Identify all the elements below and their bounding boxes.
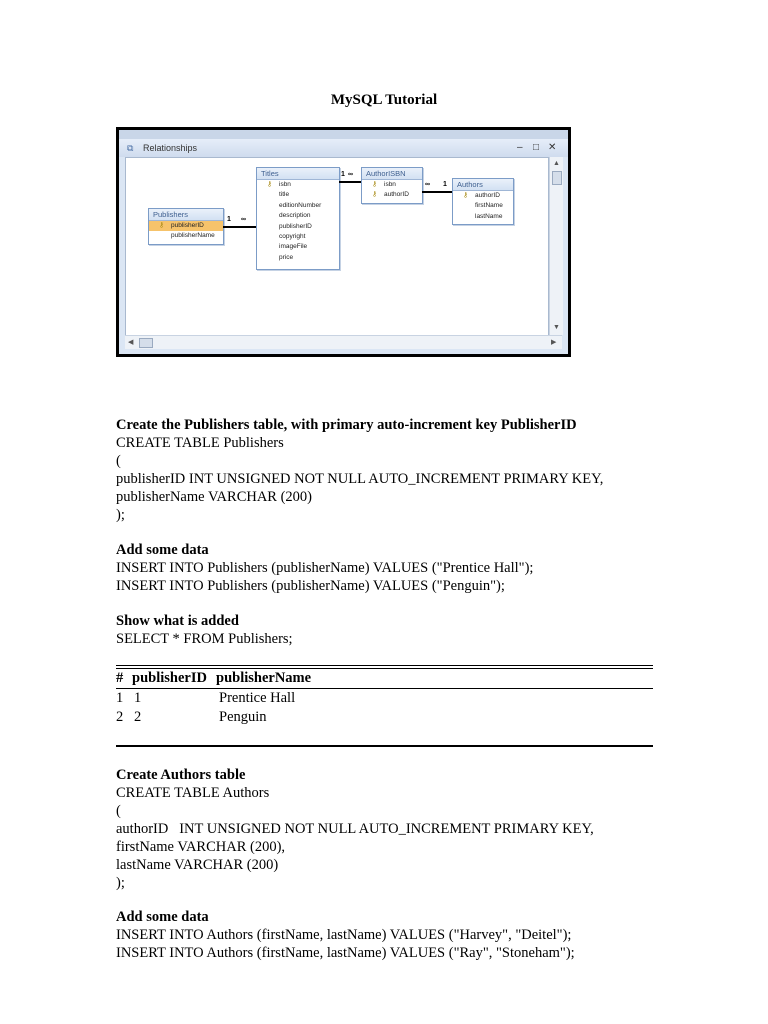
table-bottom-rule [116,745,653,747]
many-label: ∞ [425,181,430,188]
close-icon[interactable]: ✕ [548,142,557,153]
result-cell: 1 [134,690,142,706]
section-heading: Add some data [116,909,209,925]
field-row: firstName [475,202,503,210]
table-authors[interactable] [452,178,514,225]
code-line: INSERT INTO Publishers (publisherName) VALUES ("Prentice Hall"); [116,560,534,576]
key-icon: ⚷ [267,181,273,188]
one-label: 1 [443,181,447,188]
scroll-up-icon[interactable]: ▲ [553,159,560,167]
code-line: publisherID INT UNSIGNED NOT NULL AUTO_INCREMENT PRIMARY KEY, [116,471,604,487]
table-header-rule [116,688,653,689]
window-titlebar [119,139,568,157]
field-row: ⚷ isbn [257,180,339,190]
field-row: ⚷ authorID [453,191,513,201]
table-authorisbn[interactable] [361,167,423,204]
field-row: ⚷ isbn [362,180,422,190]
section-heading: Create the Publishers table, with primary auto-increment key PublisherID [116,417,577,433]
code-line: ); [116,875,125,891]
code-line: publisherName VARCHAR (200) [116,489,313,505]
minimize-icon[interactable]: – [517,142,523,153]
scroll-thumb[interactable] [139,338,153,348]
relation-line [223,226,256,228]
scroll-down-icon[interactable]: ▼ [553,323,560,331]
field-row: copyright [279,232,306,240]
field-row: publisherID [279,222,312,230]
one-label: 1 [227,216,231,223]
one-label: 1 [341,171,345,178]
key-icon: ⚷ [372,191,378,199]
relationships-icon: ⧉ [127,143,134,153]
table-header: Titles [257,168,339,180]
field-row: ⚷ publisherID [149,221,223,231]
field-row: lastName [475,212,503,220]
code-line: lastName VARCHAR (200) [116,857,279,873]
code-line: INSERT INTO Authors (firstName, lastName) VALUES ("Harvey", "Deitel"); [116,927,572,943]
code-line: CREATE TABLE Authors [116,785,270,801]
section-heading: Show what is added [116,613,239,629]
code-line: SELECT * FROM Publishers; [116,631,293,647]
result-header: # [116,670,124,686]
code-line: INSERT INTO Publishers (publisherName) VALUES ("Penguin"); [116,578,505,594]
field-row: imageFile [279,243,308,251]
field-row: editionNumber [279,201,322,209]
section-heading: Create Authors table [116,767,246,783]
key-icon: ⚷ [372,181,378,188]
relation-line [422,191,452,193]
key-icon: ⚷ [463,192,469,199]
section-heading: Add some data [116,542,209,558]
field-row: publisherName [171,232,215,240]
many-label: ∞ [348,171,353,178]
table-top-rule [116,668,653,669]
code-line: ( [116,453,121,469]
window-title: Relationships [143,143,198,153]
result-cell: 2 [116,709,124,725]
code-line: ); [116,507,125,523]
key-icon: ⚷ [159,222,165,229]
table-header: AuthorISBN [362,168,422,180]
many-label: ∞ [241,216,246,223]
relationships-canvas [125,157,549,337]
code-line: firstName VARCHAR (200), [116,839,286,855]
page-title: MySQL Tutorial [330,92,438,108]
table-publishers[interactable] [148,208,224,245]
horizontal-scrollbar[interactable] [125,335,562,349]
scroll-left-icon[interactable]: ◀ [128,338,134,346]
field-row: description [279,212,311,220]
code-line: CREATE TABLE Publishers [116,435,284,451]
result-header: publisherName [216,670,312,686]
window-top-strip [119,130,568,139]
result-cell: 2 [134,709,142,725]
result-cell: 1 [116,690,124,706]
result-cell: Penguin [219,709,267,725]
table-header: Publishers [149,209,223,221]
relationships-screenshot [116,127,571,357]
vertical-scrollbar[interactable] [549,157,563,335]
code-line: authorID INT UNSIGNED NOT NULL AUTO_INCREMENT PRIMARY KEY, [116,821,594,837]
field-row: title [279,191,290,199]
table-titles[interactable] [256,167,340,270]
relation-line [339,181,361,183]
result-header: publisherID [132,670,207,686]
scroll-thumb[interactable] [552,171,562,185]
table-header: Authors [453,179,513,191]
code-line: INSERT INTO Authors (firstName, lastName) VALUES ("Ray", "Stoneham"); [116,945,575,961]
field-row: price [279,253,294,261]
maximize-icon[interactable]: □ [533,142,540,153]
code-line: ( [116,803,121,819]
field-row: ⚷ authorID [362,190,422,200]
result-cell: Prentice Hall [219,690,296,706]
table-top-rule [116,665,653,666]
scroll-right-icon[interactable]: ▶ [551,338,557,346]
